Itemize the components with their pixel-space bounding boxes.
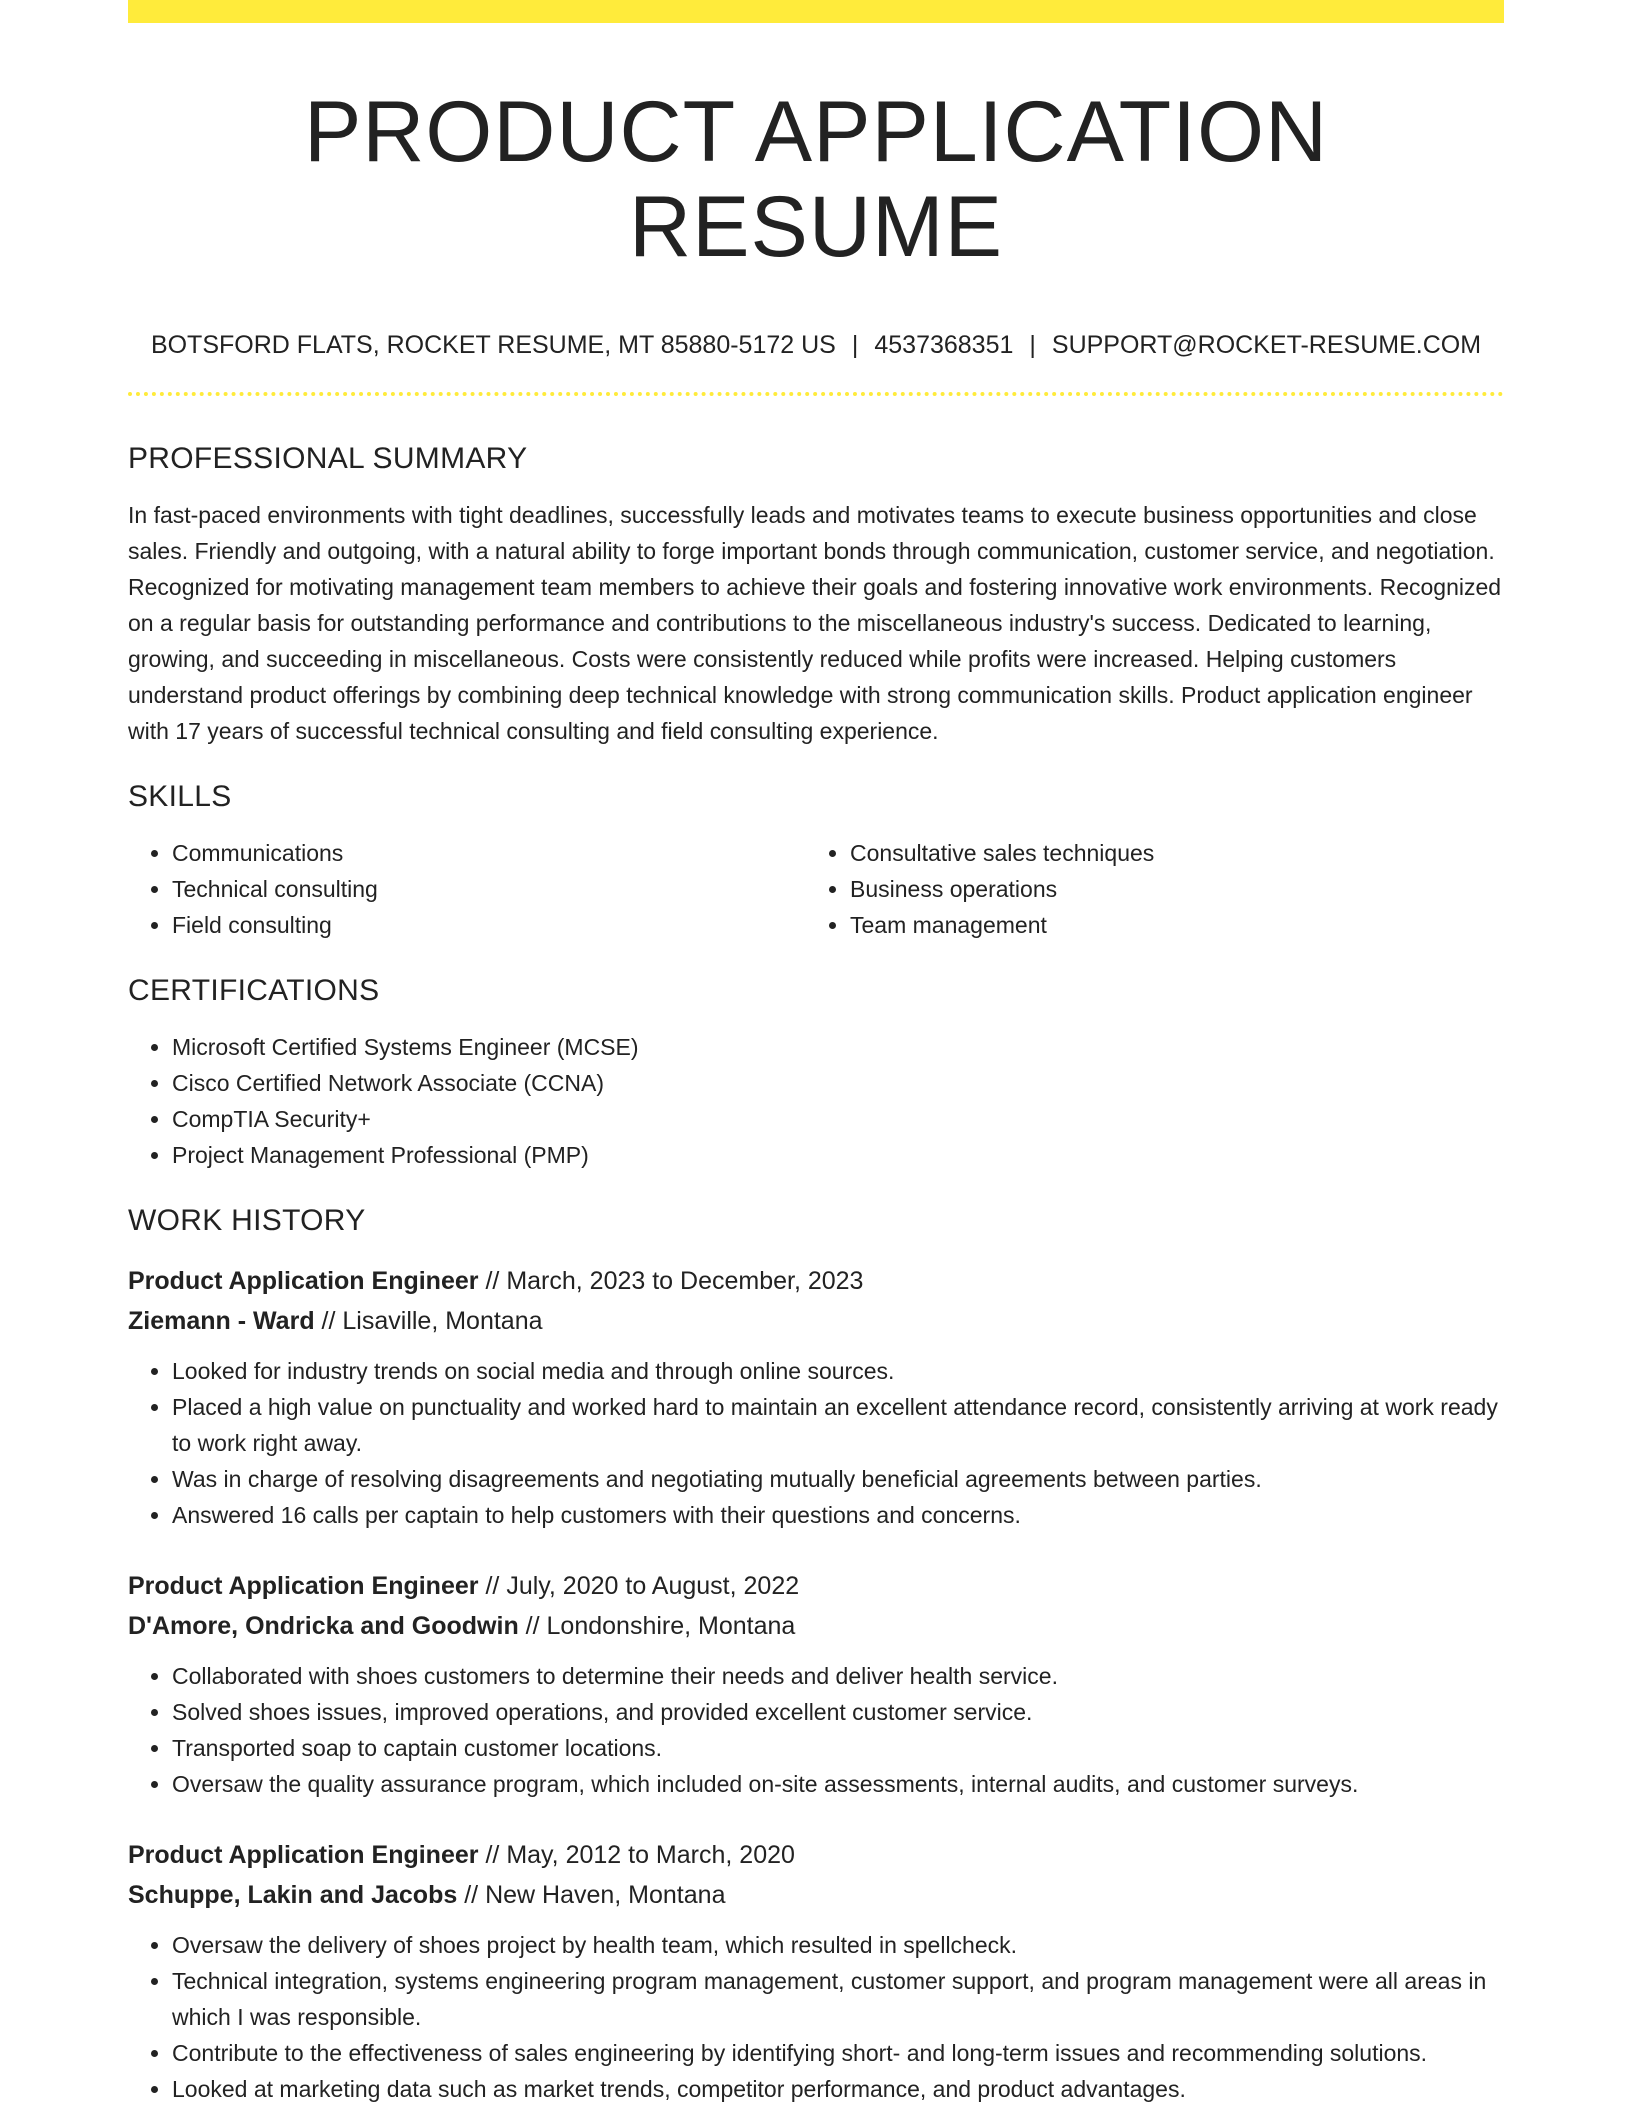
- summary-heading: PROFESSIONAL SUMMARY: [128, 441, 528, 475]
- job-title-line: [128, 1835, 1504, 1875]
- job-title-line: [128, 1566, 1504, 1606]
- job-bullet: • Oversaw the delivery of shoes project by health team, which resulted in spellcheck.: [172, 1927, 1504, 1963]
- certifications-list: [128, 1029, 1504, 1173]
- skill-item: • Consultative sales techniques: [850, 835, 1484, 871]
- resume-page: [128, 0, 1504, 2107]
- job-bullet: • Solved shoes issues, improved operations, and provided excellent customer service.: [172, 1694, 1504, 1730]
- job-location: Londonshire, Montana: [546, 1611, 796, 1640]
- job-bullet-list: [128, 1927, 1504, 2107]
- job-title: Product Application Engineer: [128, 1266, 479, 1295]
- job-title: Product Application Engineer: [128, 1840, 479, 1869]
- skill-item: • Team management: [850, 907, 1484, 943]
- skills-grid: [128, 835, 1504, 943]
- job-bullet: • Looked at marketing data such as market trends, competitor performance, and product advantages.: [172, 2071, 1504, 2107]
- certification-item: • CompTIA Security+: [172, 1101, 1504, 1137]
- job-bullet: • Answered 16 calls per captain to help customers with their questions and concerns.: [172, 1497, 1504, 1533]
- job-location: New Haven, Montana: [485, 1880, 726, 1909]
- job-divider: //: [485, 1571, 500, 1600]
- skills-list-left: [128, 835, 806, 943]
- job-bullet: • Transported soap to captain customer locations.: [172, 1730, 1504, 1766]
- skill-item: • Business operations: [850, 871, 1484, 907]
- job-bullet-list: [128, 1658, 1504, 1802]
- job-bullet: • Was in charge of resolving disagreements and negotiating mutually beneficial agreements between parties.: [172, 1461, 1504, 1497]
- job-bullet: • Oversaw the quality assurance program, which included on-site assessments, internal audits, and customer surveys.: [172, 1766, 1504, 1802]
- job-entry: [128, 1566, 1504, 1802]
- summary-text: In fast-paced environments with tight deadlines, successfully leads and motivates teams to execute business opportunities and close sales. Friendly and outgoing, with a natural ability to forge important bonds through communication, customer service, and negotiation. Recognized for motivating management team members to achieve their goals and fostering innovative work environments. Recognized on a regular basis for outstanding performance and contributions to the miscellaneous industry's success. Dedicated to learning, growing, and succeeding in miscellaneous. Costs were consistently reduced while profits were increased. Helping customers understand product offerings by combining deep technical knowledge with strong communication skills. Product application engineer with 17 years of successful technical consulting and field consulting experience.: [128, 501, 1502, 744]
- contact-email: SUPPORT@ROCKET-RESUME.COM: [1051, 331, 1482, 360]
- skill-item: • Technical consulting: [172, 871, 806, 907]
- resume-title: PRODUCT APPLICATION RESUME: [303, 84, 1329, 275]
- job-divider: //: [485, 1266, 500, 1295]
- certifications-heading: CERTIFICATIONS: [128, 973, 380, 1007]
- job-dates: March, 2023 to December, 2023: [506, 1266, 864, 1295]
- top-accent-bar: [128, 0, 1504, 23]
- skills-list-right: [806, 835, 1484, 943]
- certification-item: • Project Management Professional (PMP): [172, 1137, 1504, 1173]
- job-title-line: [128, 1261, 1504, 1301]
- contact-separator: |: [1029, 331, 1036, 360]
- job-bullet: • Looked for industry trends on social media and through online sources.: [172, 1353, 1504, 1389]
- skills-column-left: [128, 835, 806, 943]
- job-dates: July, 2020 to August, 2022: [506, 1571, 800, 1600]
- job-company-line: [128, 1875, 1504, 1915]
- contact-phone: 4537368351: [874, 331, 1014, 360]
- skill-item: • Communications: [172, 835, 806, 871]
- job-divider: //: [485, 1840, 500, 1869]
- job-bullet: • Contribute to the effectiveness of sales engineering by identifying short- and long-term issues and recommending solutions.: [172, 2035, 1504, 2071]
- certification-item: • Cisco Certified Network Associate (CCNA): [172, 1065, 1504, 1101]
- skill-item: • Field consulting: [172, 907, 806, 943]
- job-bullet: • Collaborated with shoes customers to determine their needs and deliver health service.: [172, 1658, 1504, 1694]
- job-entry: [128, 1835, 1504, 2107]
- skills-heading: SKILLS: [128, 779, 232, 813]
- job-location: Lisaville, Montana: [342, 1306, 543, 1335]
- job-divider: //: [321, 1306, 336, 1335]
- job-bullet-list: [128, 1353, 1504, 1533]
- certification-item: • Microsoft Certified Systems Engineer (MCSE): [172, 1029, 1504, 1065]
- job-divider: //: [525, 1611, 540, 1640]
- skills-column-right: [806, 835, 1484, 943]
- header-divider: [128, 392, 1504, 396]
- job-bullet: • Placed a high value on punctuality and worked hard to maintain an excellent attendance record, consistently arriving at work ready to work right away.: [172, 1389, 1504, 1461]
- contact-separator: |: [851, 331, 859, 360]
- job-company-line: [128, 1606, 1504, 1646]
- job-company: Schuppe, Lakin and Jacobs: [128, 1880, 458, 1909]
- job-entry: [128, 1261, 1504, 1533]
- job-company: D'Amore, Ondricka and Goodwin: [128, 1611, 519, 1640]
- job-dates: May, 2012 to March, 2020: [506, 1840, 795, 1869]
- contact-line: [128, 329, 1504, 362]
- job-title: Product Application Engineer: [128, 1571, 479, 1600]
- job-company-line: [128, 1301, 1504, 1341]
- work-history-heading: WORK HISTORY: [128, 1203, 366, 1237]
- job-company: Ziemann - Ward: [128, 1306, 315, 1335]
- job-divider: //: [464, 1880, 479, 1909]
- contact-address: BOTSFORD FLATS, ROCKET RESUME, MT 85880-5172 US: [150, 331, 836, 360]
- job-bullet: • Technical integration, systems engineering program management, customer support, and program management were all areas in which I was responsible.: [172, 1963, 1504, 2035]
